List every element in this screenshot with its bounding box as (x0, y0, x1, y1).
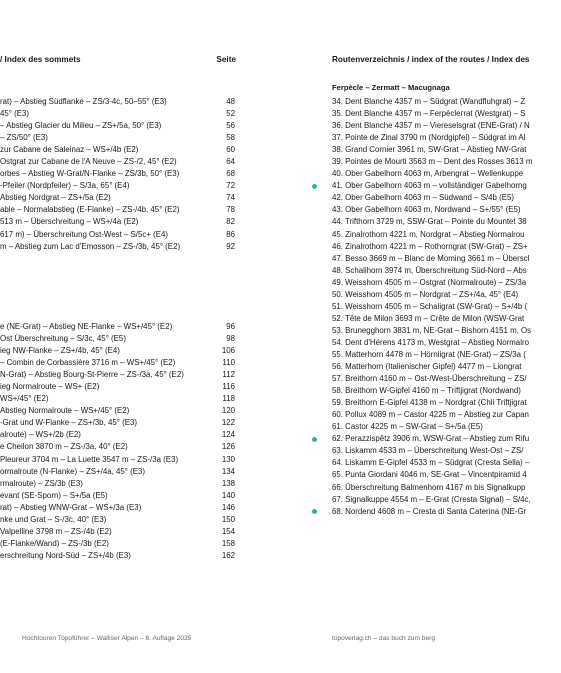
summit-page-number: 110 (222, 358, 235, 368)
route-text: 39. Pointes de Mourti 3563 m – Dent des Rosses 3613 m (332, 157, 533, 167)
summit-row (0, 108, 238, 120)
summit-route-text: orbes – Abstieg W-Grat/N-Flanke – ZS/3b, 50° (E3) (0, 169, 180, 179)
summit-route-text: ieg NW-Flanke – ZS+/4b, 45° (E4) (0, 346, 120, 356)
summit-page-number: 58 (226, 133, 235, 143)
summit-page-number: 96 (226, 322, 235, 331)
summit-page-number: 146 (221, 502, 235, 512)
route-text: 62. Perazzispêtz 3906 m, WSW-Grat – Abstieg zum Rifu (332, 434, 530, 444)
route-row (332, 325, 561, 337)
summit-route-text: evant (SE-Sporn) – S+/5a (E5) (0, 490, 108, 500)
route-row (332, 349, 561, 361)
summit-page-number: 68 (226, 169, 235, 179)
left-header-title: / Index des sommets (0, 55, 81, 64)
summit-row (0, 180, 238, 192)
route-text: 36. Dent Blanche 4357 m – Viereselsgrat (ENE-Grat) / N (332, 121, 530, 131)
summit-page-number: 78 (226, 205, 235, 215)
route-row (332, 168, 561, 180)
section-title: Ferpècle – Zermatt – Macugnaga (332, 83, 450, 92)
route-row (332, 313, 561, 325)
summit-row (0, 429, 238, 441)
summit-route-text: Abstieg Normalroute – WS+/45° (E2) (0, 406, 130, 416)
summit-row (0, 132, 238, 144)
route-text: 63. Liskamm 4533 m – Überschreitung West-Ost – ZS/ (332, 446, 524, 456)
left-page (0, 0, 238, 673)
route-row (332, 253, 561, 265)
summit-row (0, 241, 238, 253)
summit-page-number: 74 (226, 193, 235, 203)
summit-row (0, 550, 238, 562)
summit-page-number: 140 (221, 490, 235, 500)
summit-row (0, 229, 238, 241)
summit-row (0, 393, 238, 405)
summit-page-number: 158 (221, 538, 235, 548)
summit-row (0, 216, 238, 228)
route-text: 56. Matterhorn (Italienischer Gipfel) 4477 m – Liongrat (332, 362, 522, 372)
route-row (332, 397, 561, 409)
summit-page-number: 130 (221, 454, 235, 464)
summit-route-text: Ostgrat zur Cabane de l'A Neuve – ZS-/2, 45° (E2) (0, 157, 177, 167)
route-row (332, 385, 561, 397)
summit-route-text: nke und Grat – S-/3c, 40° (E3) (0, 514, 107, 524)
route-bullet-icon (312, 509, 317, 514)
summit-row (0, 514, 238, 526)
route-text: 51. Weisshorn 4505 m – Schaligrat (SW-Grat) – S+/4b ( (332, 301, 528, 311)
summit-page-number: 56 (226, 121, 235, 131)
route-bullet-icon (312, 437, 317, 442)
summit-row (0, 96, 238, 108)
route-row (332, 192, 561, 204)
summit-page-number: 138 (221, 478, 235, 488)
route-text: 38. Grand Cornier 3961 m, SW-Grat – Abstieg NW-Grat (332, 145, 527, 155)
summit-route-text: rat) – Abstieg Südflanke – ZS/3-4c, 50–55° (E3) (0, 97, 167, 106)
route-text: 52. Tête de Milon 3693 m – Crête de Milon (WSW-Grat (332, 313, 525, 323)
route-row (332, 482, 561, 494)
summit-route-text: alroute) – WS+/2b (E2) (0, 430, 81, 440)
route-row (332, 373, 561, 385)
summit-route-text: (E-Flanke/Wand) – ZS-/3b (E2) (0, 538, 109, 548)
route-text: 34. Dent Blanche 4357 m – Südgrat (Wandfluhgrat) – Z (332, 97, 526, 106)
route-row (332, 144, 561, 156)
summit-route-text: e (NE-Grat) – Abstieg NE-Flanke – WS+/45° (E2) (0, 322, 173, 331)
route-text: 37. Pointe de Zinal 3790 m (Nordgipfel) – Südgrat im Al (332, 133, 526, 143)
route-row (332, 180, 561, 192)
route-text: 41. Ober Gabelhorn 4063 m – vollständiger Gabelhorng (332, 181, 527, 191)
summit-route-text: Ost Überschreitung – S/3c, 45° (E5) (0, 334, 126, 344)
summit-route-text: WS+/45° (E2) (0, 394, 49, 404)
route-row (332, 409, 561, 421)
summit-route-text: – ZS/50° (E3) (0, 133, 48, 143)
summit-page-number: 72 (226, 181, 235, 191)
summit-row (0, 369, 238, 381)
summit-page-number: 98 (226, 334, 235, 344)
route-text: 50. Weisshorn 4505 m – Nordgrat – ZS+/4a, 45° (E4) (332, 289, 519, 299)
route-text: 45. Zinalrothorn 4221 m, Nordgrat – Abstieg Normalrou (332, 229, 525, 239)
summit-row (0, 156, 238, 168)
route-text: 60. Pollux 4089 m – Castor 4225 m – Abstieg zur Capan (332, 410, 529, 420)
summit-row (0, 502, 238, 514)
route-text: 58. Breithorn W-Gipfel 4160 m – Triftjigrat (Nordwand) (332, 386, 521, 396)
summit-route-text: ormalroute (N-Flanke) – ZS+/4a, 45° (E3) (0, 466, 146, 476)
route-row (332, 132, 561, 144)
route-row (332, 469, 561, 481)
route-row (332, 96, 561, 108)
right-page-header: Routenverzeichnis / index of the routes / Index des (332, 55, 530, 64)
summit-page-number: 126 (221, 442, 235, 452)
summit-route-text: -Pfeiler (Nordpfeiler) – S/3a, 65° (E4) (0, 181, 130, 191)
summit-page-number: 48 (226, 97, 235, 106)
summit-page-number: 82 (226, 217, 235, 227)
summit-route-text: rmalroute) – ZS/3b (E3) (0, 478, 83, 488)
route-text: 65. Punta Giordani 4046 m, SE-Grat – Vincentpiramid 4 (332, 470, 527, 480)
summit-page-number: 86 (226, 229, 235, 239)
summit-route-text: – Abstieg Glacier du Milieu – ZS+/5a, 50° (E3) (0, 121, 162, 131)
summit-page-number: 64 (226, 157, 235, 167)
summit-row (0, 120, 238, 132)
summit-page-number: 106 (221, 346, 235, 356)
route-text: 47. Besso 3669 m – Blanc de Moming 3661 m – Überscl (332, 253, 530, 263)
summit-row (0, 144, 238, 156)
summit-row (0, 192, 238, 204)
summit-row (0, 538, 238, 550)
summit-route-text: Pleureur 3704 m – La Luette 3547 m – ZS-/3a (E3) (0, 454, 179, 464)
route-row (332, 421, 561, 433)
route-row (332, 108, 561, 120)
route-list (332, 96, 561, 518)
summit-page-number: 120 (221, 406, 235, 416)
route-row (332, 156, 561, 168)
route-text: 68. Nordend 4608 m – Cresta di Santa Caterina (NE-Gr (332, 506, 527, 516)
route-row (332, 241, 561, 253)
route-text: 54. Dent d'Hérens 4173 m, Westgrat – Abstieg Normalro (332, 337, 529, 347)
summit-row (0, 321, 238, 333)
summit-list-group-2 (0, 321, 238, 562)
route-row (332, 494, 561, 506)
summit-route-text: -Grat und W-Flanke – ZS+/3b, 45° (E3) (0, 418, 137, 428)
route-row (332, 445, 561, 457)
summit-list-group-1 (0, 96, 238, 253)
summit-row (0, 441, 238, 453)
summit-row (0, 204, 238, 216)
summit-route-text: Abstieg Nordgrat – ZS+/5a (E2) (0, 193, 111, 203)
route-text: 55. Matterhorn 4478 m – Hörnligrat (NE-Grat) – ZS/3a ( (332, 349, 526, 359)
route-text: 35. Dent Blanche 4357 m – Ferpècleгrat (Westgrat) – S (332, 109, 526, 119)
route-text: 64. Liskamm E-Gipfel 4533 m – Südgrat (Cresta Sella) – (332, 458, 530, 468)
summit-route-text: – Combin de Corbassière 3716 m – WS+/45° (E2) (0, 358, 176, 368)
route-row (332, 506, 561, 518)
summit-route-text: zur Cabane de Saleinaz – WS+/4b (E2) (0, 145, 139, 155)
summit-route-text: able – Normalabstieg (E-Flanke) – ZS-/4b, 45° (E2) (0, 205, 180, 215)
summit-route-text: e Cheilon 3870 m – ZS-/3a, 40° (E2) (0, 442, 128, 452)
summit-page-number: 124 (221, 430, 235, 440)
summit-row (0, 526, 238, 538)
summit-page-number: 60 (226, 145, 235, 155)
route-row (332, 265, 561, 277)
summit-route-text: rat) – Abstieg WNW-Grat – WS+/3a (E3) (0, 502, 142, 512)
route-text: 59. Breithorn E-Gipfel 4138 m – Nordgrat (Chli Triftjigrat (332, 398, 527, 408)
summit-page-number: 52 (226, 109, 235, 119)
summit-route-text: 617 m) – Überschreitung Ost-West – S/5c+ (E4) (0, 229, 169, 239)
route-text: 46. Zinalrothorn 4221 m – Rothorngrat (SW-Grat) – ZS+ (332, 241, 528, 251)
summit-page-number: 122 (221, 418, 235, 428)
route-text: 57. Breithorn 4160 m – Ost-/West-Überschreitung – ZS/ (332, 374, 527, 384)
route-row (332, 361, 561, 373)
summit-row (0, 405, 238, 417)
route-text: 53. Brunegghorn 3831 m, NE-Grat – Bishorn 4151 m, Os (332, 325, 532, 335)
summit-page-number: 118 (222, 394, 235, 404)
summit-row (0, 333, 238, 345)
summit-row (0, 417, 238, 429)
route-text: 40. Ober Gabelhorn 4063 m, Arbengrat – Wellenkuppe (332, 169, 524, 179)
summit-page-number: 112 (222, 370, 235, 380)
summit-row (0, 357, 238, 369)
route-text: 49. Weisshorn 4505 m – Ostgrat (Normalroute) – ZS/3a (332, 277, 527, 287)
summit-route-text: 45° (E3) (0, 109, 30, 119)
summit-route-text: ieg Normalroute – WS+ (E2) (0, 382, 100, 392)
route-text: 43. Ober Gabelhorn 4063 m, Nordwand – S+/55° (E5) (332, 205, 521, 215)
route-row (332, 277, 561, 289)
route-row (332, 337, 561, 349)
route-text: 66. Überschreitung Balmenhorn 4167 m bis Signalkupp (332, 482, 526, 492)
route-text: 67. Signalkuppe 4554 m – E-Grat (Cresta Signal) – S/4c, (332, 494, 531, 504)
summit-row (0, 345, 238, 357)
left-header-page-label: Seite (216, 55, 236, 64)
summit-row (0, 381, 238, 393)
right-footer: topoverlag.ch – das buch zum berg (332, 635, 435, 642)
summit-page-number: 162 (221, 550, 235, 560)
route-row (332, 433, 561, 445)
summit-route-text: m – Abstieg zum Lac d'Emosson – ZS-/3b, 45° (E2) (0, 241, 181, 251)
summit-row (0, 454, 238, 466)
route-row (332, 229, 561, 241)
route-bullet-icon (312, 184, 317, 189)
route-row (332, 204, 561, 216)
route-text: 42. Ober Gabelhorn 4063 m – Südwand – S/4b (E5) (332, 193, 515, 203)
summit-row (0, 478, 238, 490)
summit-route-text: Valpelline 3798 m – ZS-/4b (E2) (0, 526, 112, 536)
summit-page-number: 154 (221, 526, 235, 536)
summit-row (0, 490, 238, 502)
route-row (332, 216, 561, 228)
left-page-header (0, 55, 236, 64)
summit-row (0, 168, 238, 180)
route-row (332, 289, 561, 301)
summit-page-number: 134 (221, 466, 235, 476)
summit-route-text: 513 m – Überschreitung – WS+/4a (E2) (0, 217, 139, 227)
route-text: 44. Trifthorn 3729 m, SSW-Grat – Pointe du Mountet 38 (332, 217, 527, 227)
route-text: 61. Castor 4225 m – SW-Grat – S+/5a (E5) (332, 422, 483, 432)
route-text: 48. Schalihorn 3974 m, Überschreitung Süd-Nord – Abs (332, 265, 527, 275)
summit-route-text: N-Grat) – Abstieg Bourg-St-Pierre – ZS-/3a, 45° (E2) (0, 370, 184, 380)
route-row (332, 301, 561, 313)
route-row (332, 457, 561, 469)
summit-page-number: 92 (226, 241, 235, 251)
left-footer: Hochtouren Topoführer – Walliser Alpen – 6. Auflage 2025 (22, 635, 192, 642)
summit-route-text: erschreitung Nord-Süd – ZS+/4b (E3) (0, 550, 131, 560)
summit-row (0, 466, 238, 478)
summit-page-number: 150 (221, 514, 235, 524)
summit-page-number: 116 (222, 382, 235, 392)
right-page (332, 0, 561, 673)
route-row (332, 120, 561, 132)
